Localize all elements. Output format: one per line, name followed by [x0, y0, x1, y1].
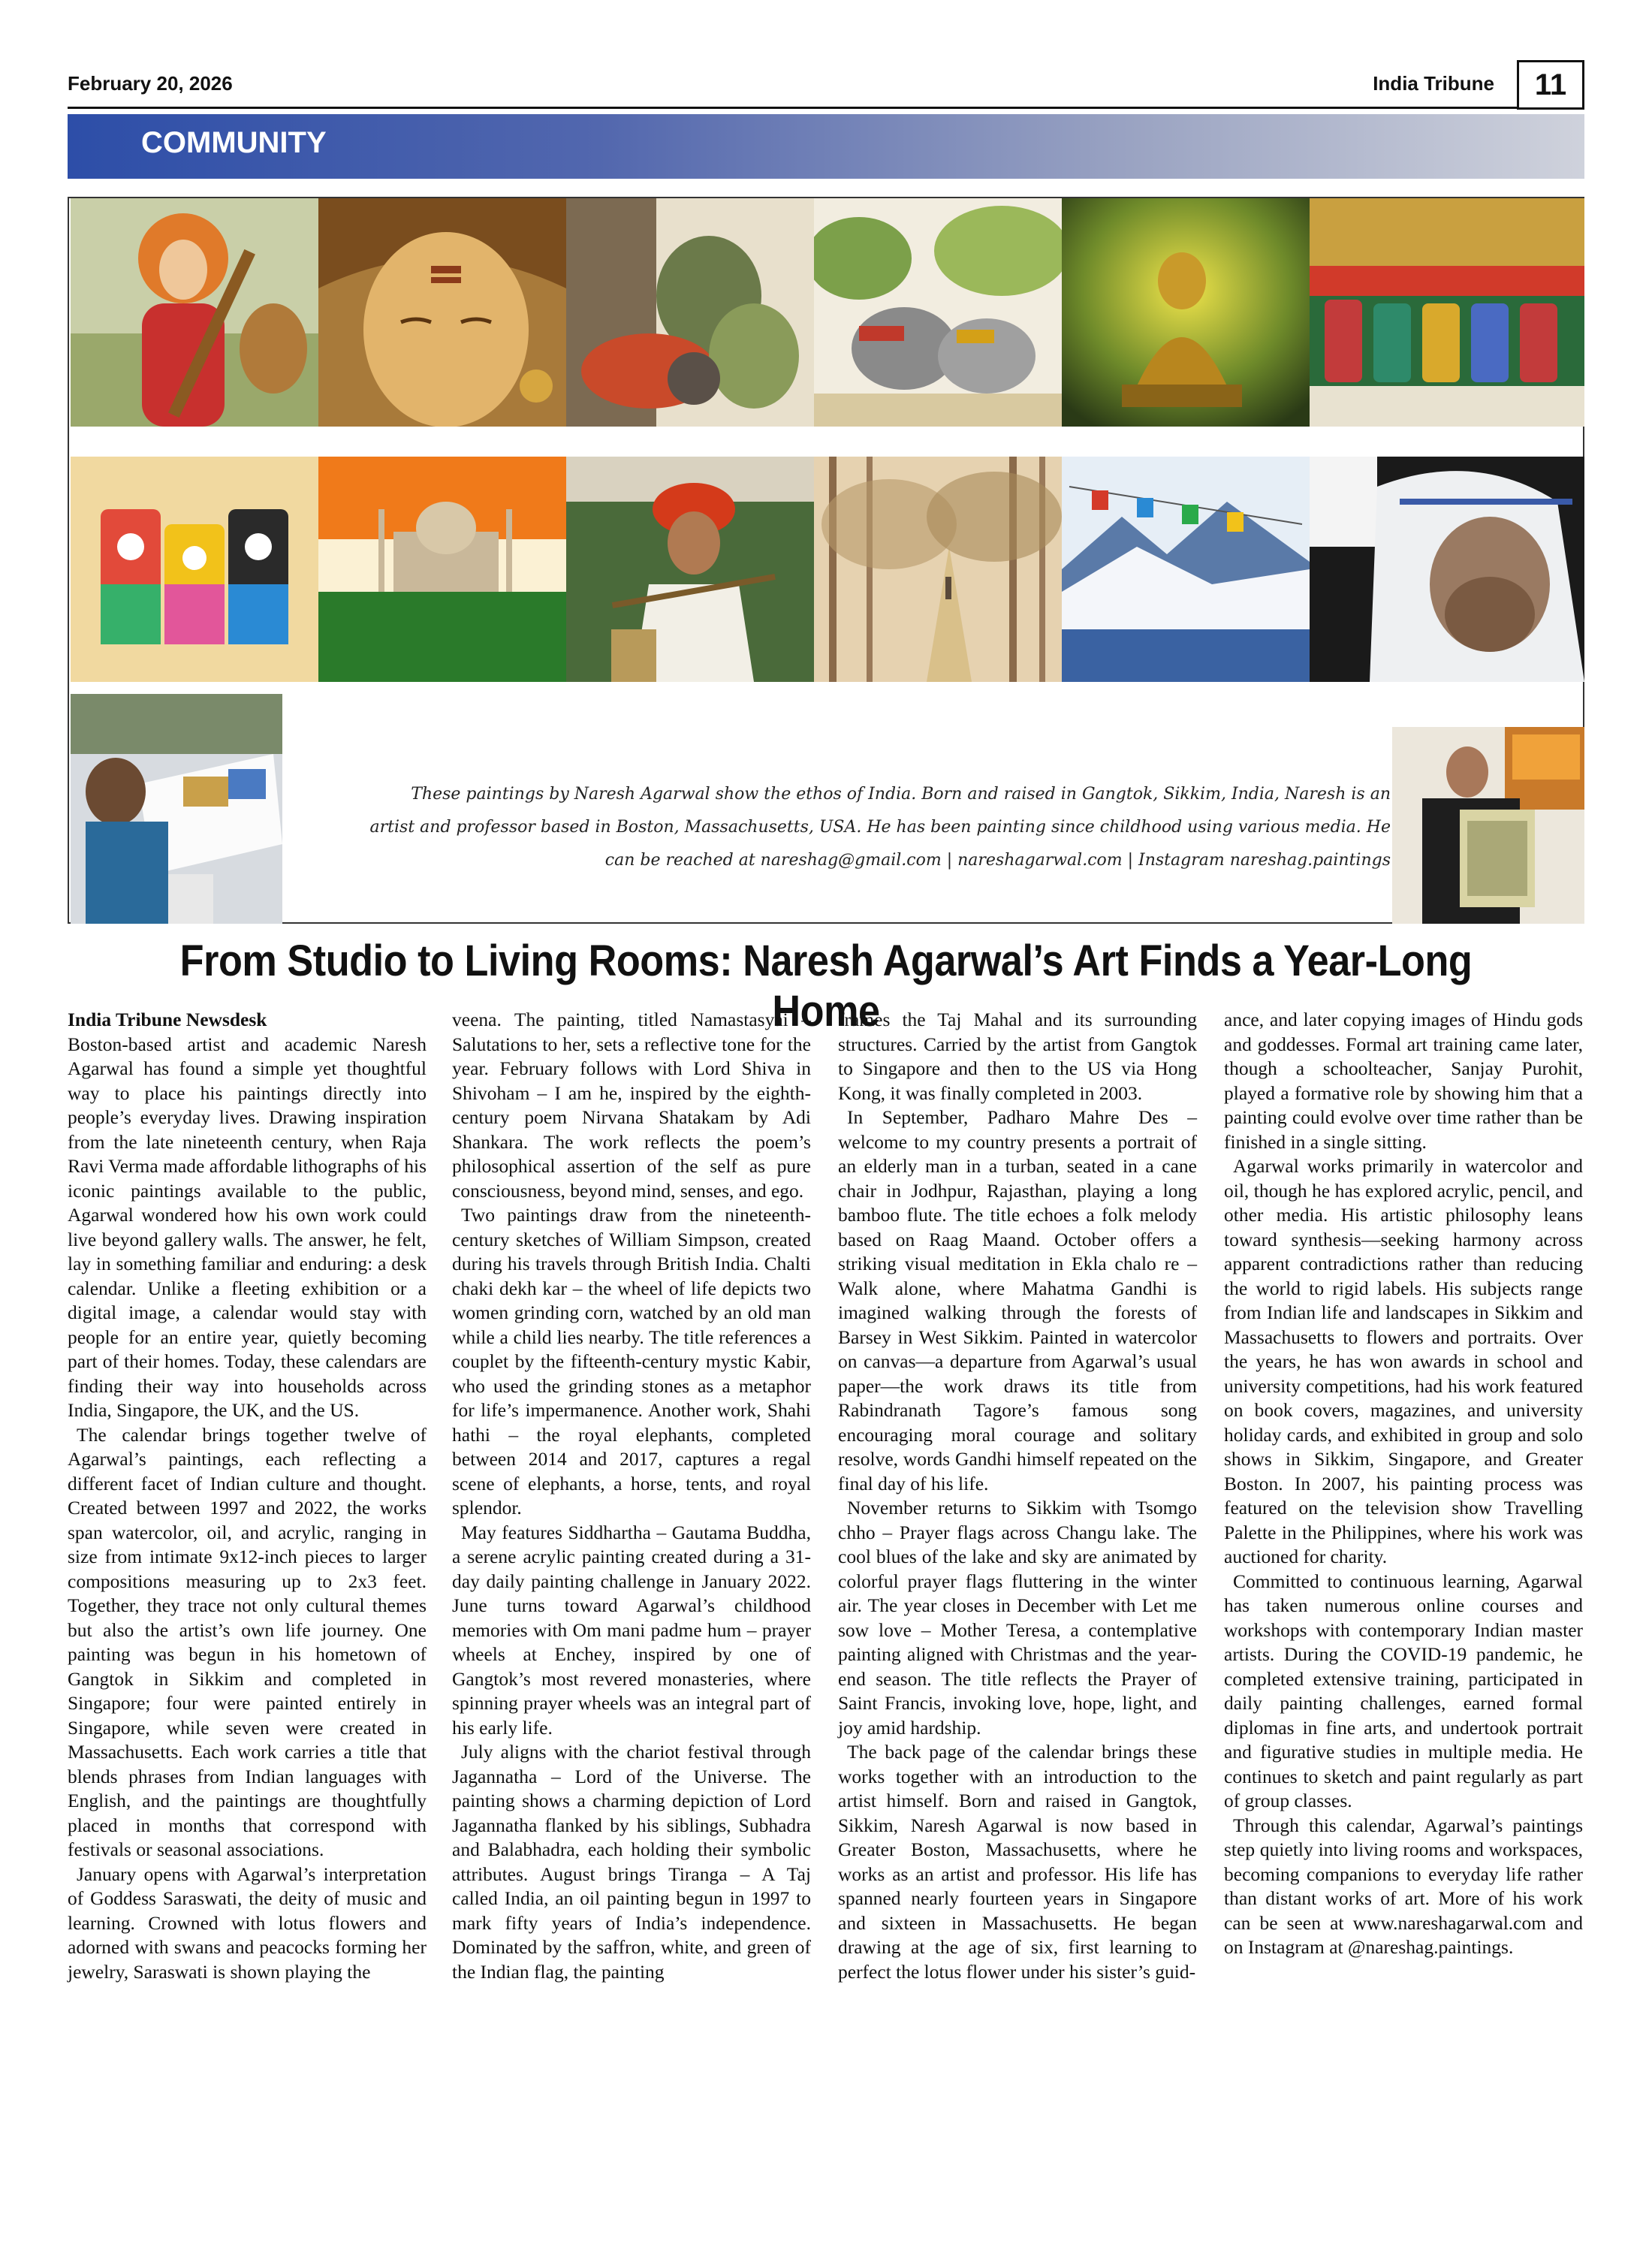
paragraph: Two paintings draw from the nineteenth-century sketches of William Simpson, created during his travels through British India. Chalti chaki dekh kar – the wheel of life depicts two women grinding corn, watched by an old man while a child lies nearby. The title references a couplet by the fifteenth-century mystic Kabir, who used the grinding stones as a metaphor for life’s impermanence. Another work, Shahi hathi – the royal elephants, completed between 2014 and 2017, captures a regal scene of elephants, a horse, tents, and royal splendor.: [452, 1204, 811, 1519]
paragraph: Through this calendar, Agarwal’s paintings step quietly into living rooms and workspaces, becoming companions to everyday life rather than distant works of art. More of his work can be seen at www.nareshagarwal.com and on Instagram at @nareshag.paintings.: [1224, 1814, 1583, 1958]
paragraph: The calendar brings together twelve of Agarwal’s paintings, each reflecting a different facet of Indian culture and thought. Created between 1997 and 2022, the works span watercolor, oil, and acrylic, ranging in size from intimate 9x12-inch pieces to larger compositions measuring up to 2x3 feet. Together, they trace not only cultural themes but also the artist’s own life journey. One painting was begun in his hometown of Gangtok in Sikkim and completed in Singapore; four were painted entirely in Singapore, while seven were created in Massachusetts. Each work carries a title that blends phrases from Indian languages with English, and the paintings are thoughtfully placed in months that correspond with festivals or seasonal associations.: [68, 1423, 427, 1860]
article-column-1: [68, 1008, 427, 1984]
byline: India Tribune Newsdesk: [68, 1009, 267, 1030]
issue-date: February 20, 2026: [68, 72, 233, 95]
section-title: COMMUNITY: [141, 126, 327, 159]
painting-tiranga-taj: [318, 457, 566, 682]
section-banner: [68, 114, 1584, 179]
painting-jagannatha: [71, 457, 318, 682]
publication-name: India Tribune: [1373, 72, 1494, 95]
paragraph: ance, and later copying images of Hindu gods and goddesses. Formal art training came later, though a schoolteacher, Sanjay Purohit, played a formative role by showing him that a painting could evolve over time rather than be finished in a single sitting.: [1224, 1009, 1583, 1153]
paragraph: The back page of the calendar brings these works together with an introduction to the artist himself. Born and raised in Gangtok, Sikkim, Naresh Agarwal is now based in Greater Boston, Massachusetts, where he works as an artist and professor. His life has spanned nearly fourteen years in Singapore and sixteen in Massachusetts. He began drawing at the age of six, first learning to perfect the lotus flower under his sister’s guid-: [838, 1741, 1197, 1983]
painting-prayer-flags: [1062, 457, 1310, 682]
header-rule: [68, 107, 1517, 109]
painting-mother-teresa: [1310, 457, 1584, 682]
paragraph: Agarwal works primarily in watercolor and oil, though he has explored acrylic, pencil, and other media. His artistic philosophy leans toward synthesis—seeking harmony across apparent contradictions rather than reducing the world to rigid labels. His subjects range from Indian life and landscapes in Sikkim and Massachusetts to flowers and portraits. Over the years, he has won awards in school and university competitions, had his work featured on book covers, magazines, and university holiday cards, and exhibited in group and solo shows in Sikkim, Singapore, and Greater Boston. In 2007, his painting process was featured on the television show Travelling Palette in the Philippines, where his work was auctioned for charity.: [1224, 1155, 1583, 1567]
paragraph: May features Siddhartha – Gautama Buddha, a serene acrylic painting created during a 31-day daily painting challenge in January 2022. June turns toward Agarwal’s childhood memories with Om mani padme hum – prayer wheels at Enchey, inspired by one of Gangtok’s most revered monasteries, where spinning prayer wheels was an integral part of his early life.: [452, 1521, 811, 1739]
painting-grinding-corn: [566, 198, 814, 427]
painting-forest-walk: [814, 457, 1062, 682]
painting-flute-player: [566, 457, 814, 682]
paragraph: January opens with Agarwal’s interpretation of Goddess Saraswati, the deity of music and learning. Crowned with lotus flowers and adorned with swans and peacocks forming her jewelry, Saraswati is shown playing the: [68, 1862, 427, 1983]
paragraph: Committed to continuous learning, Agarwal has taken numerous online courses and workshops with contemporary Indian master artists. During the COVID-19 pandemic, he completed extensive training, participated in daily painting challenges, earned formal diplomas in fine arts, and undertook portrait and figurative studies in multiple media. He continues to sketch and paint regularly as part of group classes.: [1224, 1570, 1583, 1811]
page-header: [68, 66, 1584, 104]
paragraph: July aligns with the chariot festival through Jagannatha – Lord of the Universe. The painting shows a charming depiction of Lord Jagannatha flanked by his siblings, Subhadra and Balabhadra, each holding their symbolic attributes. August brings Tiranga – A Taj called India, an oil painting begun in 1997 to mark fifty years of India’s independence. Dominated by the saffron, white, and green of the Indian flag, the painting: [452, 1741, 811, 1983]
paragraph: veena. The painting, titled Namastasyai – Salutations to her, sets a reflective tone for the year. February follows with Lord Shiva in Shivoham – I am he, inspired by the eighth-century poem Nirvana Shatakam by Adi Shankara. The work reflects the poem’s philosophical assertion of the self as pure consciousness, beyond mind, senses, and ego.: [452, 1009, 811, 1202]
article-headline: From Studio to Living Rooms: Naresh Agarwal’s Art Finds a Year-Long Home: [179, 936, 1473, 1036]
paragraph: frames the Taj Mahal and its surrounding structures. Carried by the artist from Gangtok to Singapore and then to the US via Hong Kong, it was finally completed in 2003.: [838, 1009, 1197, 1104]
paragraph: Boston-based artist and academic Naresh Agarwal has found a simple yet thoughtful way to place his paintings directly into people’s everyday lives. Drawing inspiration from the late nineteenth century, when Raja Ravi Verma made affordable lithographs of his iconic paintings available to the public, Agarwal wondered how his own work could live beyond gallery walls. The answer, he felt, lay in something familiar and enduring: a desk calendar. Unlike a fleeting exhibition or a digital image, a calendar would stay with people for an entire year, quietly becoming part of their homes. Today, these calendars are finding their way into households across India, Singapore, the UK, and the US.: [68, 1033, 427, 1421]
caption-line: These paintings by Naresh Agarwal show the ethos of India. Born and raised in Gangtok, Sikkim, India, Naresh is an: [411, 785, 1391, 804]
painting-buddha: [1062, 198, 1310, 427]
painting-prayer-wheels: [1310, 198, 1584, 427]
caption-line: can be reached at nareshag@gmail.com | nareshagarwal.com | Instagram nareshag.paintings: [604, 851, 1391, 870]
article-column-3: [838, 1008, 1197, 1984]
paragraph: November returns to Sikkim with Tsomgo chho – Prayer flags across Changu lake. The cool blues of the lake and sky are animated by colorful prayer flags fluttering in the winter air. The year closes in December with Let me sow love – Mother Teresa, a contemplative painting aligned with Christmas and the year-end season. The title reflects the Prayer of Saint Francis, invoking love, hope, light, and joy amid hardship.: [838, 1497, 1197, 1739]
article-column-4: [1224, 1008, 1583, 1960]
painting-royal-elephants: [814, 198, 1062, 427]
article-column-2: [452, 1008, 811, 1984]
caption-line: artist and professor based in Boston, Massachusetts, USA. He has been painting since childhood using various media. He: [369, 818, 1391, 837]
paragraph: In September, Padharo Mahre Des – welcome to my country presents a portrait of an elderly man in a turban, seated in a cane chair in Jodhpur, Rajasthan, playing a long bamboo flute. The title echoes a folk melody based on Raag Maand. October offers a striking visual meditation in Ekla chalo re – Walk alone, where Mahatma Gandhi is imagined walking through the forests of Barsey in West Sikkim. Painted in watercolor on canvas—a departure from Agarwal’s usual paper—the work draws its title from Rabindranath Tagore’s famous song encouraging moral courage and solitary resolve, words Gandhi himself repeated on the final day of his life.: [838, 1106, 1197, 1494]
painting-saraswati: [71, 198, 318, 427]
painting-gallery: [68, 197, 1584, 924]
photo-artist-holding-painting: [1392, 727, 1584, 924]
painting-shiva: [318, 198, 566, 427]
page-number: 11: [1517, 60, 1584, 110]
gallery-caption: [212, 778, 1391, 883]
